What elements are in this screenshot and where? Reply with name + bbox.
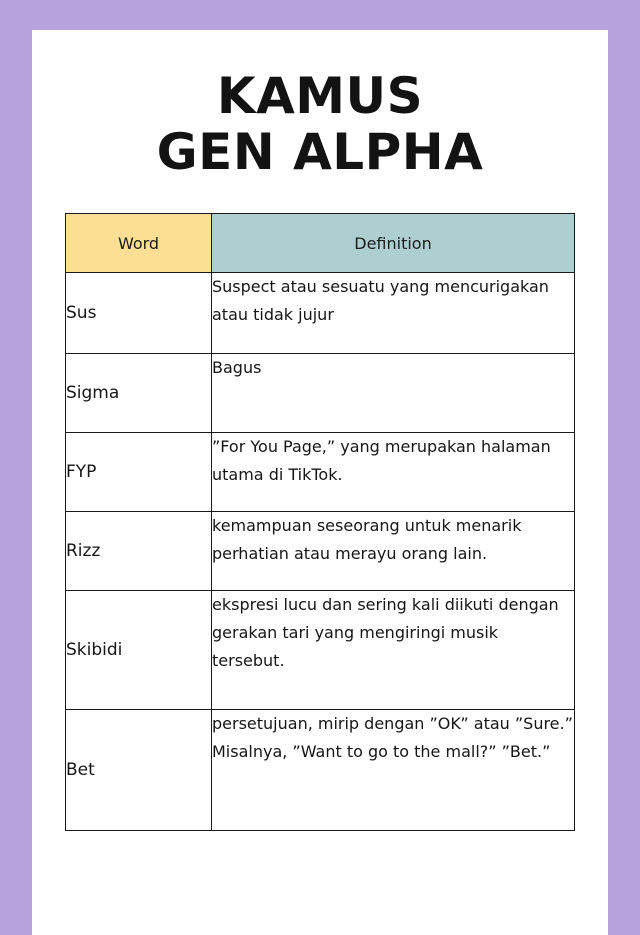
column-header-word-label: Word xyxy=(117,233,160,253)
cell-word xyxy=(66,591,212,710)
title-line-1: KAMUS xyxy=(216,67,424,125)
definition-text: kemampuan seseorang untuk menarik perhatian atau merayu orang lain. xyxy=(212,516,522,563)
cell-definition xyxy=(212,433,575,512)
table-row xyxy=(66,512,575,591)
dictionary-table xyxy=(65,213,575,831)
table-header-row xyxy=(66,214,575,273)
definition-text: ekspresi lucu dan sering kali diikuti dengan gerakan tari yang mengiringi musik tersebut. xyxy=(212,595,559,670)
page-title xyxy=(32,30,608,180)
table-row xyxy=(66,433,575,512)
document-page xyxy=(32,30,608,935)
cell-word xyxy=(66,512,212,591)
column-header-definition xyxy=(212,214,575,273)
word-text: FYP xyxy=(66,462,97,482)
table-row xyxy=(66,591,575,710)
table-row xyxy=(66,273,575,354)
word-text: Sus xyxy=(66,303,97,323)
title-line-2: GEN ALPHA xyxy=(156,123,484,181)
cell-word xyxy=(66,433,212,512)
word-text: Bet xyxy=(66,760,95,780)
dictionary-table-wrapper xyxy=(65,213,575,831)
table-row xyxy=(66,710,575,831)
cell-definition xyxy=(212,591,575,710)
column-header-definition-label: Definition xyxy=(354,233,432,253)
cell-definition xyxy=(212,710,575,831)
word-text: Rizz xyxy=(66,541,101,561)
cell-word xyxy=(66,710,212,831)
cell-definition xyxy=(212,273,575,354)
cell-word xyxy=(66,273,212,354)
table-body xyxy=(66,273,575,831)
cell-word xyxy=(66,354,212,433)
definition-text: Bagus xyxy=(212,358,262,377)
word-text: Sigma xyxy=(66,383,120,403)
cell-definition xyxy=(212,354,575,433)
table-row xyxy=(66,354,575,433)
table-header xyxy=(66,214,575,273)
definition-text: ”For You Page,” yang merupakan halaman utama di TikTok. xyxy=(212,437,551,484)
cell-definition xyxy=(212,512,575,591)
definition-text: Suspect atau sesuatu yang mencurigakan atau tidak jujur xyxy=(212,277,549,324)
definition-text: persetujuan, mirip dengan ”OK” atau ”Sure.” Misalnya, ”Want to go to the mall?” ”Bet.” xyxy=(212,714,573,761)
column-header-word xyxy=(66,214,212,273)
word-text: Skibidi xyxy=(66,640,123,660)
